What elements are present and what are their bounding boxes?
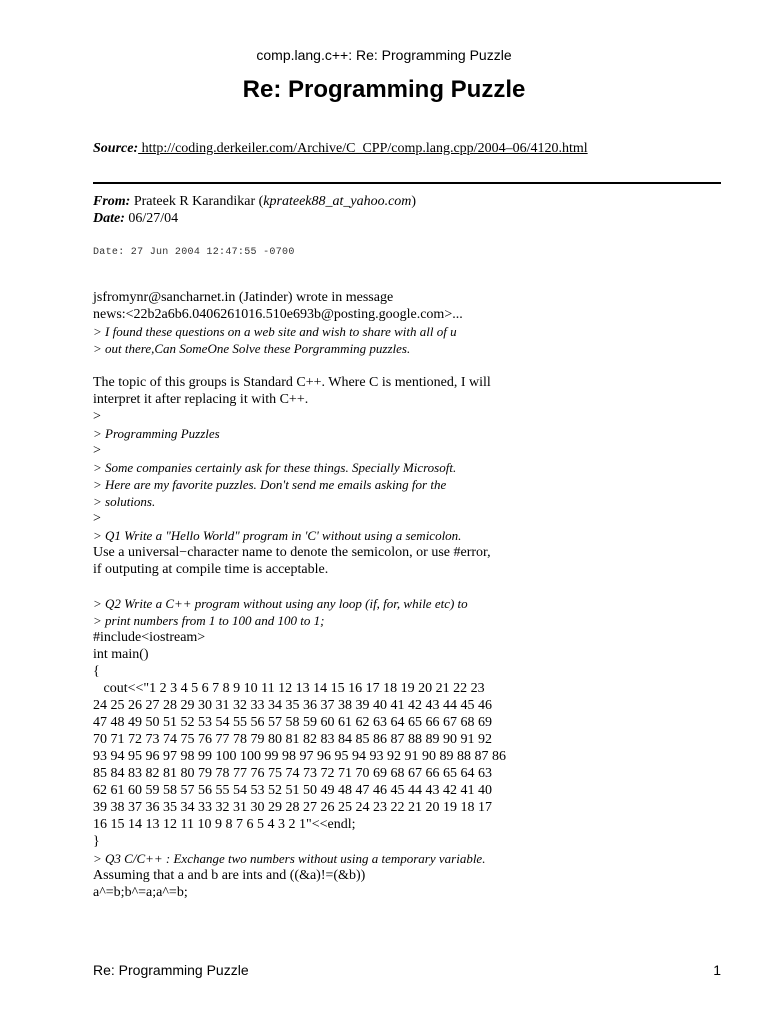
quoted-line: > out there,Can SomeOne Solve these Porgramming puzzles.: [93, 341, 411, 356]
page-number: 1: [713, 962, 721, 978]
body-line: a^=b;b^=a;a^=b;: [93, 885, 188, 900]
body-line: 93 94 95 96 97 98 99 100 100 99 98 97 96 95 94 93 92 91 90 89 88 87 86: [93, 749, 506, 764]
body-line: 47 48 49 50 51 52 53 54 55 56 57 58 59 60 61 62 63 64 65 66 67 68 69: [93, 715, 492, 730]
source-line: [93, 141, 588, 157]
from-line: [93, 194, 416, 210]
body-line: jsfromynr@sancharnet.in (Jatinder) wrote in message: [93, 290, 394, 305]
body-line: }: [93, 834, 100, 849]
body-line: int main(): [93, 647, 149, 662]
date-line: [93, 211, 178, 227]
date-value: 06/27/04: [128, 211, 179, 226]
body-line: if outputing at compile time is acceptable.: [93, 562, 329, 577]
from-name: Prateek R Karandikar (: [133, 194, 264, 209]
quoted-line: > Here are my favorite puzzles. Don't send me emails asking for the: [93, 477, 447, 492]
body-line: 70 71 72 73 74 75 76 77 78 79 80 81 82 83 84 85 86 87 88 89 90 91 92: [93, 732, 492, 747]
body-line: [93, 578, 733, 595]
from-close: ): [411, 194, 417, 209]
body-line: [93, 357, 733, 374]
body-line: Assuming that a and b are ints and ((&a)!=(&b)): [93, 868, 366, 883]
quoted-line: > solutions.: [93, 494, 156, 509]
source-label: Source:: [93, 141, 139, 156]
body-line: {: [93, 664, 100, 679]
body-line: The topic of this groups is Standard C++. Where C is mentioned, I will: [93, 375, 491, 390]
quoted-line: > Some companies certainly ask for these things. Specially Microsoft.: [93, 460, 457, 475]
raw-date-header: Date: 27 Jun 2004 12:47:55 -0700: [93, 247, 295, 258]
body-line: 24 25 26 27 28 29 30 31 32 33 34 35 36 37 38 39 40 41 42 43 44 45 46: [93, 698, 492, 713]
body-line: news:<22b2a6b6.0406261016.510e693b@posting.google.com>...: [93, 307, 463, 322]
body-line: 39 38 37 36 35 34 33 32 31 30 29 28 27 26 25 24 23 22 21 20 19 18 17: [93, 800, 492, 815]
body-line: #include<iostream>: [93, 630, 206, 645]
date-label: Date:: [93, 211, 125, 226]
quoted-line: > Q1 Write a "Hello World" program in 'C' without using a semicolon.: [93, 528, 462, 543]
body-line: cout<<"1 2 3 4 5 6 7 8 9 10 11 12 13 14 15 16 17 18 19 20 21 22 23: [93, 681, 485, 696]
quoted-line: > print numbers from 1 to 100 and 100 to 1;: [93, 613, 325, 628]
body-line: >: [93, 511, 101, 526]
from-label: From:: [93, 194, 131, 209]
quoted-line: > Q2 Write a C++ program without using any loop (if, for, while etc) to: [93, 596, 468, 611]
body-line: 16 15 14 13 12 11 10 9 8 7 6 5 4 3 2 1"<<endl;: [93, 817, 356, 832]
quoted-line: > I found these questions on a web site and wish to share with all of u: [93, 324, 457, 339]
page-title: Re: Programming Puzzle: [242, 76, 526, 103]
body-line: >: [93, 443, 101, 458]
body-line: 62 61 60 59 58 57 56 55 54 53 52 51 50 49 48 47 46 45 44 43 42 41 40: [93, 783, 492, 798]
header-divider: [93, 182, 721, 184]
body-line: interpret it after replacing it with C++.: [93, 392, 309, 407]
body-line: Use a universal−character name to denote the semicolon, or use #error,: [93, 545, 491, 560]
quoted-line: > Q3 C/C++ : Exchange two numbers without using a temporary variable.: [93, 851, 486, 866]
quoted-line: > Programming Puzzles: [93, 426, 220, 441]
from-email: kprateek88_at_yahoo.com: [263, 194, 412, 209]
footer-title: Re: Programming Puzzle: [93, 962, 249, 978]
body-line: >: [93, 409, 101, 424]
source-link[interactable]: http://coding.derkeiler.com/Archive/C_CPP/comp.lang.cpp/2004–06/4120.html: [138, 141, 588, 156]
message-body: [93, 289, 733, 901]
running-header: comp.lang.c++: Re: Programming Puzzle: [256, 47, 512, 63]
body-line: 85 84 83 82 81 80 79 78 77 76 75 74 73 72 71 70 69 68 67 66 65 64 63: [93, 766, 492, 781]
